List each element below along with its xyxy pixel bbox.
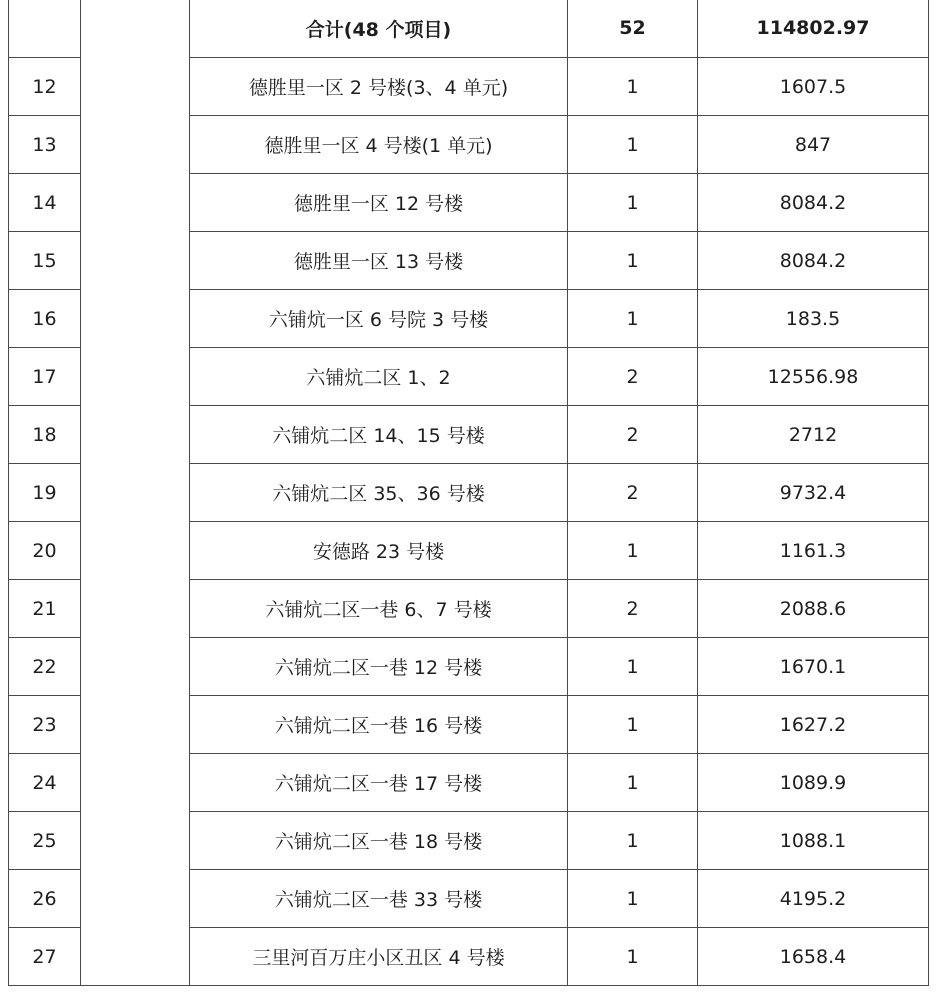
row-number: 13 [9,116,81,174]
project-name: 六铺炕二区 1、2 [190,348,568,406]
row-number: 12 [9,58,81,116]
row-number: 16 [9,290,81,348]
row-number: 18 [9,406,81,464]
total-row [9,0,929,58]
building-count: 1 [568,174,698,232]
project-name: 六铺炕二区 14、15 号楼 [190,406,568,464]
building-area: 1670.1 [698,638,929,696]
building-count: 1 [568,232,698,290]
building-area: 1088.1 [698,812,929,870]
building-area: 4195.2 [698,870,929,928]
building-count: 1 [568,870,698,928]
project-name: 六铺炕二区 35、36 号楼 [190,464,568,522]
row-number: 19 [9,464,81,522]
project-name: 德胜里一区 13 号楼 [190,232,568,290]
row-number: 26 [9,870,81,928]
project-name: 六铺炕二区一巷 12 号楼 [190,638,568,696]
building-count: 1 [568,290,698,348]
building-count: 2 [568,348,698,406]
building-count: 1 [568,812,698,870]
total-area: 114802.97 [698,0,929,58]
project-name: 六铺炕二区一巷 33 号楼 [190,870,568,928]
building-count: 1 [568,522,698,580]
building-area: 1607.5 [698,58,929,116]
row-number: 22 [9,638,81,696]
project-name: 六铺炕二区一巷 18 号楼 [190,812,568,870]
total-label: 合计(48 个项目) [190,0,568,58]
building-count: 1 [568,754,698,812]
building-area: 12556.98 [698,348,929,406]
building-area: 2712 [698,406,929,464]
project-name: 安德路 23 号楼 [190,522,568,580]
row-number: 14 [9,174,81,232]
project-table [8,0,929,986]
building-count: 2 [568,580,698,638]
building-count: 2 [568,406,698,464]
row-number: 17 [9,348,81,406]
project-name: 三里河百万庄小区丑区 4 号楼 [190,928,568,986]
building-area: 183.5 [698,290,929,348]
building-area: 8084.2 [698,232,929,290]
building-area: 8084.2 [698,174,929,232]
total-no-cell [9,0,81,58]
building-area: 9732.4 [698,464,929,522]
building-count: 2 [568,464,698,522]
project-name: 六铺炕二区一巷 6、7 号楼 [190,580,568,638]
building-count: 1 [568,58,698,116]
building-area: 1627.2 [698,696,929,754]
row-number: 25 [9,812,81,870]
building-area: 1658.4 [698,928,929,986]
merged-district-cell [81,0,190,986]
row-number: 21 [9,580,81,638]
building-count: 1 [568,116,698,174]
project-name: 六铺炕二区一巷 16 号楼 [190,696,568,754]
total-count: 52 [568,0,698,58]
project-name: 六铺炕二区一巷 17 号楼 [190,754,568,812]
project-name: 六铺炕一区 6 号院 3 号楼 [190,290,568,348]
building-area: 847 [698,116,929,174]
building-count: 1 [568,638,698,696]
building-area: 1089.9 [698,754,929,812]
project-name: 德胜里一区 2 号楼(3、4 单元) [190,58,568,116]
building-area: 2088.6 [698,580,929,638]
row-number: 15 [9,232,81,290]
building-area: 1161.3 [698,522,929,580]
project-name: 德胜里一区 4 号楼(1 单元) [190,116,568,174]
row-number: 23 [9,696,81,754]
building-count: 1 [568,928,698,986]
project-name: 德胜里一区 12 号楼 [190,174,568,232]
building-count: 1 [568,696,698,754]
row-number: 20 [9,522,81,580]
row-number: 27 [9,928,81,986]
row-number: 24 [9,754,81,812]
